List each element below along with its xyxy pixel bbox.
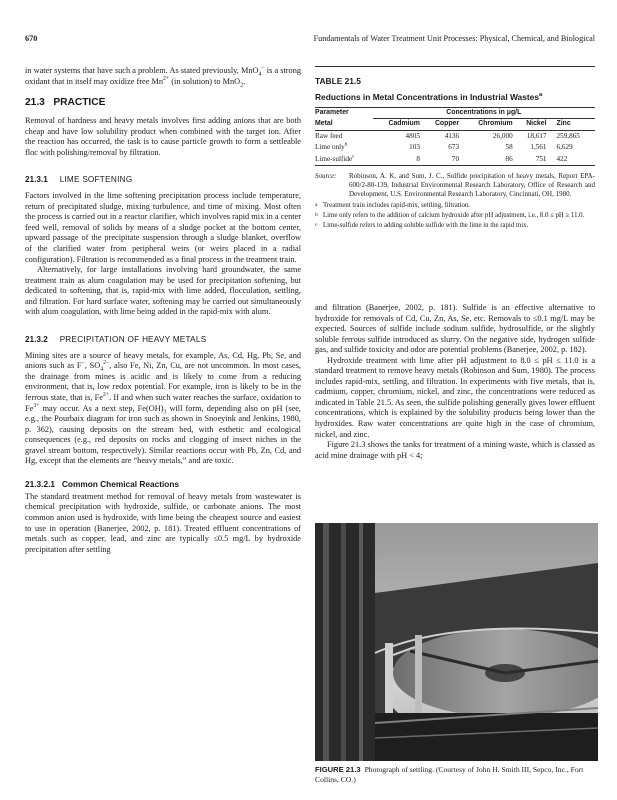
row-label: Raw feed [315,131,343,140]
table-cell: 70 [451,154,460,163]
table-21-5 [315,66,595,230]
col-header-zinc: Zinc [556,120,571,127]
table-cell: 4136 [444,131,460,140]
row-label: Lime only$^b$ [315,142,348,151]
table-footnotes [315,201,595,230]
table-cell: 18,617 [526,131,547,140]
lime-paragraph-2: Alternatively, for large installations involving hard groundwater, the same treatment train as alum coagulation may be used for precipitation softening, but dedicated to softening, that is, rapid-mix with lime added, flocculation, settling, and filtration. For hard surface water, softening may be carried out simultaneously with alum coagulation, with lime being added in the rapid-mix with alum. [25,265,301,317]
figure-21-3-photo [315,523,598,761]
table-cell: 6,629 [556,143,573,151]
section-heading-practice: 21.3 PRACTICE [25,97,106,109]
table-label: TABLE 21.5 [315,76,361,86]
table-cell: 673 [448,143,460,151]
page-number: 670 [25,34,38,43]
concentration-table [315,107,595,167]
right-column [315,303,595,461]
running-title: Fundamentals of Water Treatment Unit Processes: Physical, Chemical, and Biological [313,34,595,43]
table-footnote: b Lime only refers to the addition of calcium hydroxide after pH adjustment, i.e., 8.0 ≤ pH ≥ 11.0. [315,211,585,219]
table-cell: 86 [505,154,513,163]
table-footnote: a Treatment train includes rapid-mix, settling, filtration. [315,201,470,209]
table-top-rule [315,66,595,67]
table-row [315,130,595,142]
table-cell: 26,000 [492,131,513,140]
table-cell: 422 [556,154,568,163]
col-header-cadmium: Cadmium [388,120,420,127]
section-heading-common-reactions: 21.3.2.1 Common Chemical Reactions [25,478,180,489]
table-cell: 1,561 [530,143,547,151]
intro-paragraph: in water systems that have such a problem. As stated previously, MnO$_4$− is a strong oxidant that in itself may oxidize free $Mn^{2+}$ (in solution) to MnO$_2$. [25,65,301,89]
group-header-concentrations: Concentrations in μg/L [373,107,595,119]
col-header-nickel: Nickel [526,120,547,127]
table-source: Source: Robinson, A. K. and Sum, J. C., Sulfide precipitation of heavy metals, Report EPA-600/2-80-139, Industrial Environmental Research Laboratory, Office of Research and Development, U.S. Environmental Research Laboratory, Cincinnati, OH, 1980. [315,172,595,199]
table-cell: 259,865 [556,131,580,140]
right-paragraph-3: Figure 21.3 shows the tanks for treatment of a mining waste, which is classed as acid mine drainage with pH < 4; [315,440,595,460]
table-cell: 8 [416,154,420,163]
practice-paragraph: Removal of hardness and heavy metals involves first adding anions that are both cheap and have low solubility product when combined with the target ion. After the reaction has occurred, the task is to cause particle growth to form a settleable floc with polishing/removal by filtration. [25,116,301,157]
table-row [315,142,595,154]
left-column [25,66,301,555]
col-header-chromium: Chromium [478,120,513,127]
col-header-parameter: Parameter [315,108,349,116]
table-footnote: c Lime-sulfide refers to adding soluble sulfide with the lime in the rapid mix. [315,221,529,229]
heavy-metals-paragraph: Mining sites are a source of heavy metals, for example, As, Cd, Hg, Pb, Se, and anions such as F−, $SO_4^{2-}$, also Fe, Ni, Zn, Cu, are not uncommon. In most cases, the drainage from mines is acidic and is likely to come from a reducing environment, that is, low redox potential. For example, iron is likely to be in the ferrous state, that is, $Fe^{2+}$. If and when such water reaches the surface, oxidation to $Fe^{3+}$ may occur. As a next step, $Fe(OH)_3$ will form, depending also on pH (see, e.g., the Pourbaix diagram for iron such as shown in Snoeyink and Jenkins, 1980, p. 362), causing deposits on the stream bed, with esthetic and ecological consequences (e.g., red deposits on rocks and clogging of insect niches in the gravel stream bottom, respectively). Similar reactions occur with Pb, Zn, Cd, and Hg, except that the elements are “heavy metals,” and are toxic. [25,350,301,466]
table-cell: 4805 [405,131,420,140]
row-label: Lime-sulfide$^c$ [315,154,355,163]
table-cell: 58 [505,143,513,151]
table-cell: 751 [535,154,547,163]
table-title: Reductions in Metal Concentrations in Industrial Wastes$^a$ [315,92,543,102]
figure-caption-text: Photograph of settling. (Courtesy of John H. Smith III, Sepco, Inc., Fort Collins, CO.) [315,765,584,784]
col-header-copper: Copper [434,120,460,127]
settling-tank-photo [315,523,598,761]
figure-label: FIGURE 21.3 [315,765,361,774]
right-paragraph-2: Hydroxide treatment with lime after pH adjustment to 8.0 ≤ pH ≤ 11.0 is a standard treatment to remove heavy metals (Robinson and Sum, 1980). The process includes rapid-mix, settling, and filtration. In experiments with five metals, that is, cadmium, copper, chromium, nickel, and zinc, the concentrations were reduced as indicated in Table 21.5. As seen, the sulfide polishing generally gives lower effluent concentrations, which is explained by the solubility products being lower than the hydroxides. Raw water concentrations are quite high in the case of chromium, nickel, and zinc. [315,355,595,439]
right-paragraph-1: and filtration (Banerjee, 2002, p. 181). Sulfide is an effective alternative to hydroxide for removals of Cd, Cu, Zn, As, Se, etc. Removals to ≤0.1 mg/L may be expected. Sources of sulfide include sodium sulfide, hydrosulfide, or the slightly soluble ferrous sulfide introduced as slurry. On the negative side, hydrogen sulfide gas, and sulfide toxicity and odor are potential problems (Banerjee, 2002, p. 182). [315,303,595,355]
figure-caption [315,765,597,785]
section-heading-heavy-metals: 21.3.2 PRECIPITATION OF HEAVY METALS [25,334,207,344]
table-cell: 103 [409,143,420,151]
section-heading-lime-softening: 21.3.1 LIME SOFTENING [25,175,133,185]
col-header-metal: Metal [315,119,333,127]
table-row [315,154,595,166]
common-reactions-paragraph: The standard treatment method for removal of heavy metals from wastewater is chemical precipitation with hydroxide, sulfide, or carbonate anions. The most common anion used is hydroxide, with lime being the cheapest source and easiest to use in operation (Banerjee, 2002, p. 181). Treated effluent concentrations of metals such as copper, lead, and zinc are typically ≤0.5 mg/L by hydroxide precipitation after settling [25,491,301,554]
lime-paragraph-1: Factors involved in the lime softening precipitation process include temperature, return of precipitated sludge, mixing turbulence, and time of mixing. Most often the process is carried out in a reactor clarifier, which involves rapid mix in a center feed well, removal of solids by means of a sludge pocket at the bottom center, upward passage of the precipitate suspension through a sludge blanket, overflow of the clarified water from peripheral weirs (or weirs placed in a radial configuration). Filtration is recommended as a final process in the treatment train. [25,191,301,264]
